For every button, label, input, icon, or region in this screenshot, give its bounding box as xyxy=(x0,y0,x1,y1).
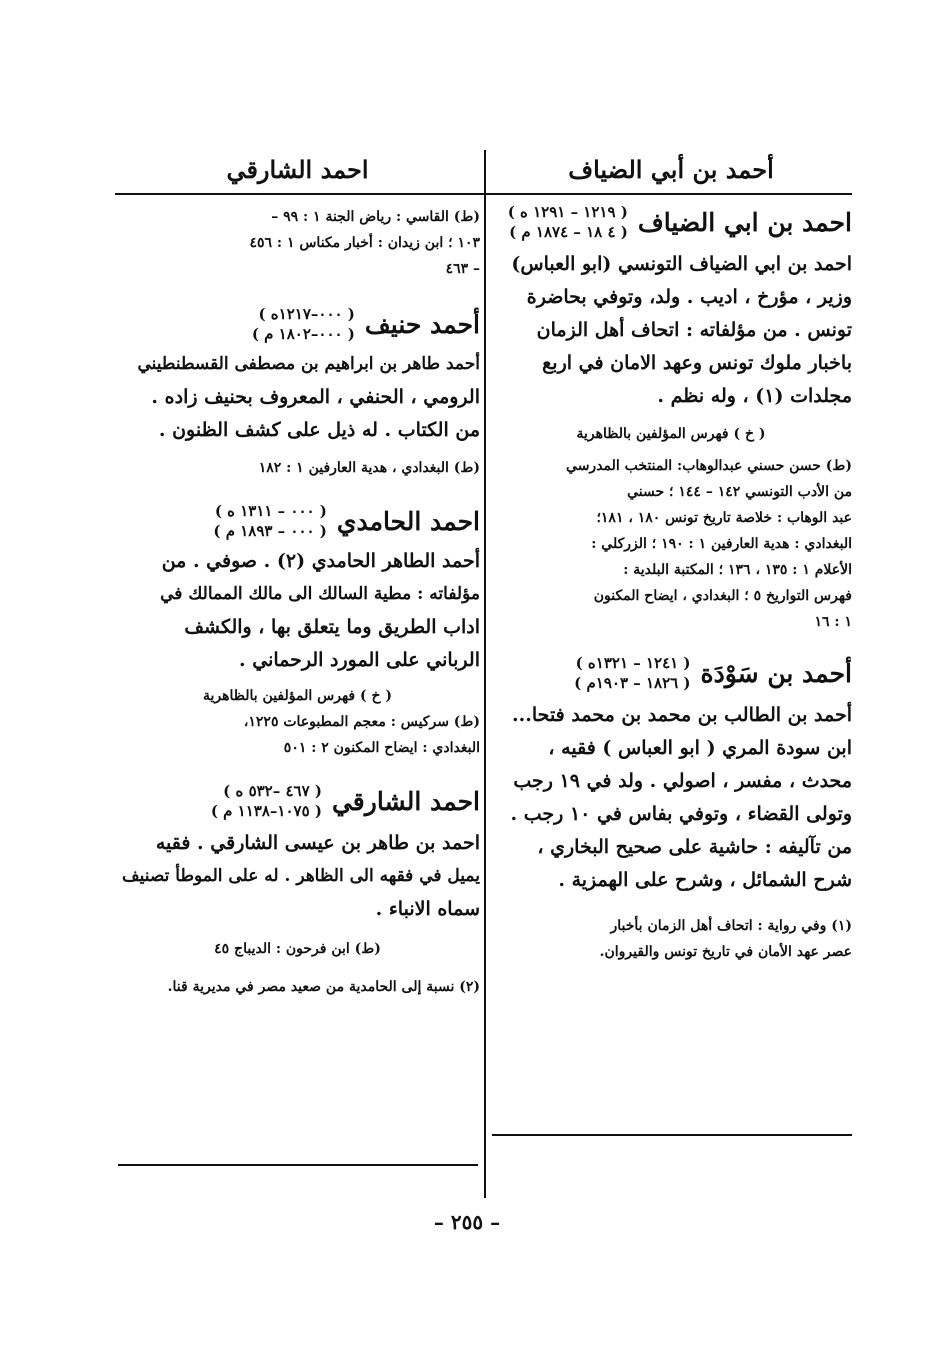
entry-heading xyxy=(115,781,480,821)
entry-name: احمد الشارقي xyxy=(331,786,480,816)
printed-source: (ط) سركيس : معجم المطبوعات ١٢٢٥، xyxy=(243,714,480,730)
entry-text: الرومي ، الحنفي ، المعروف بحنيف زاده . xyxy=(151,386,480,408)
dates-gregorian: ( ١٠٧٥–١١٣٨ م ) xyxy=(210,802,322,820)
entry-text: يميل في فقهه الى الظاهر . له على الموطأ تصنيف xyxy=(122,866,480,886)
entry-name: أحمد بن سَوْدَة xyxy=(700,658,852,688)
footnote: (٢) نسبة إلى الحامدية من صعيد مصر في مديرية قنا. xyxy=(167,979,480,995)
dates-hijri: ( ٤٦٧ –٥٣٢ ه ) xyxy=(223,782,322,800)
left-column xyxy=(115,150,480,1000)
printed-source: البغدادي : ايضاح المكنون ٢ : ٥٠١ xyxy=(283,740,480,756)
dates-gregorian: ( ٠٠٠–١٨٠٢ م ) xyxy=(251,325,355,343)
page-number: – ٢٥٥ – xyxy=(433,1210,501,1234)
entry-text: أحمد طاهر بن ابراهيم بن مصطفى القسطنطيني xyxy=(137,354,480,374)
entry-dates xyxy=(213,501,327,541)
printed-source: ١ : ١٦ xyxy=(814,614,852,630)
entry-dates xyxy=(508,202,628,242)
printed-source: من الأدب التونسي ١٤٢ – ١٤٤ ؛ حسني xyxy=(627,484,852,500)
entry-text: أحمد بن الطالب بن محمد بن محمد فتحا... xyxy=(512,704,852,726)
entry-heading xyxy=(490,653,852,693)
entry-heading xyxy=(115,304,480,344)
dates-hijri: ( ١٢١٩ – ١٢٩١ ه ) xyxy=(507,203,628,221)
entry-dates xyxy=(211,781,322,821)
entry-text: باخبار ملوك تونس وعهد الامان في اربع xyxy=(542,352,852,374)
dates-hijri: ( ٠٠٠–١٢١٧ه ) xyxy=(258,305,355,323)
left-column-header: احمد الشارقي xyxy=(226,155,369,184)
printed-source: (ط) حسن حسني عبدالوهاب: المنتخب المدرسي xyxy=(566,458,852,474)
entry-dates xyxy=(574,653,690,693)
entry-text: احمد بن طاهر بن عيسى الشارقي . فقيه xyxy=(155,832,480,854)
entry-text: وتولى القضاء ، وتوفي بفاس في ١٠ رجب . xyxy=(510,803,852,825)
entry-text: احمد بن ابي الضياف التونسي (ابو العباس) xyxy=(511,253,852,275)
printed-source: (ط) القاسي : رياض الجنة ١ : ٩٩ – xyxy=(271,209,480,225)
dates-gregorian: ( ٤ ١٨ – ١٨٧٤ م ) xyxy=(509,223,628,241)
entry-heading xyxy=(490,202,852,242)
entry-text: اداب الطريق وما يتعلق بها ، والكشف xyxy=(184,616,480,638)
entry-text: وزير ، مؤرخ ، اديب . ولد، وتوفي بحاضرة xyxy=(526,286,852,308)
entry-dates xyxy=(252,304,355,344)
entry-text: تونس . من مؤلفاته : اتحاف أهل الزمان xyxy=(536,319,852,341)
manuscript-source: ( خ ) فهرس المؤلفين بالظاهرية xyxy=(576,426,766,442)
footnote-rule-left xyxy=(118,1164,478,1166)
entry-text: من تآليفه : حاشية على صحيح البخاري ، xyxy=(537,836,852,858)
footnote: عصر عهد الأمان في تاريخ تونس والقيروان. xyxy=(599,944,852,960)
entry-text: محدث ، مفسر ، اصولي . ولد في ١٩ رجب xyxy=(513,770,852,792)
column-divider xyxy=(484,150,486,1198)
entry-name: احمد الحامدي xyxy=(336,506,480,536)
entry-heading xyxy=(115,501,480,541)
footnote-rule-right xyxy=(492,1134,852,1136)
printed-source: عبد الوهاب : خلاصة تاريخ تونس ١٨٠ ، ١٨١؛ xyxy=(596,510,852,526)
entry-text: مجلدات (١) ، وله نظم . xyxy=(657,385,852,407)
manuscript-source: ( خ ) فهرس المؤلفين بالظاهرية xyxy=(202,688,392,704)
dates-hijri: ( ٠٠٠ – ١٣١١ ه ) xyxy=(214,502,327,520)
dates-hijri: ( ١٢٤١ – ١٣٢١ه ) xyxy=(575,654,691,672)
printed-source: (ط) البغدادي ، هدية العارفين ١ : ١٨٢ xyxy=(258,460,480,476)
entry-name: احمد بن ابي الضياف xyxy=(637,207,852,237)
printed-source: البغدادي : هدية العارفين ١ : ١٩٠ ؛ الزركلي : xyxy=(591,536,852,552)
printed-source: – ٤٦٣ xyxy=(445,261,480,277)
footnote: (١) وفي رواية : اتحاف أهل الزمان بأخبار xyxy=(610,918,852,934)
dates-gregorian: ( ١٨٢٦ – ١٩٠٣م ) xyxy=(574,674,691,692)
entry-text: من الكتاب . له ذيل على كشف الظنون . xyxy=(158,419,480,441)
printed-source: الأعلام ١ : ١٣٥ ، ١٣٦ ؛ المكتبة البلدية : xyxy=(623,562,852,578)
dates-gregorian: ( ٠٠٠ – ١٨٩٣ م ) xyxy=(213,522,327,540)
entry-text: سماه الانباء . xyxy=(375,898,480,920)
entry-text: شرح الشمائل ، وشرح على الهمزية . xyxy=(558,869,852,891)
printed-source: ١٠٣ ؛ ابن زيدان : أخبار مكناس ١ : ٤٥٦ xyxy=(249,235,480,251)
printed-source: (ط) ابن فرحون : الديباج ٤٥ xyxy=(214,941,381,957)
entry-text: أحمد الطاهر الحامدي (٢) . صوفي . من xyxy=(161,550,480,572)
entry-name: أحمد حنيف xyxy=(364,309,480,339)
printed-source: فهرس التواريخ ٥ ؛ البغدادي ، ايضاح المكنون xyxy=(593,588,852,604)
entry-text: مؤلفاته : مطية السالك الى مالك الممالك في xyxy=(160,584,480,604)
entry-text: ابن سودة المري ( ابو العباس ) فقيه ، xyxy=(548,737,852,759)
right-column-header: أحمد بن أبي الضياف xyxy=(568,155,774,184)
right-column xyxy=(490,150,852,965)
entry-text: الرباني على المورد الرحماني . xyxy=(239,649,480,671)
